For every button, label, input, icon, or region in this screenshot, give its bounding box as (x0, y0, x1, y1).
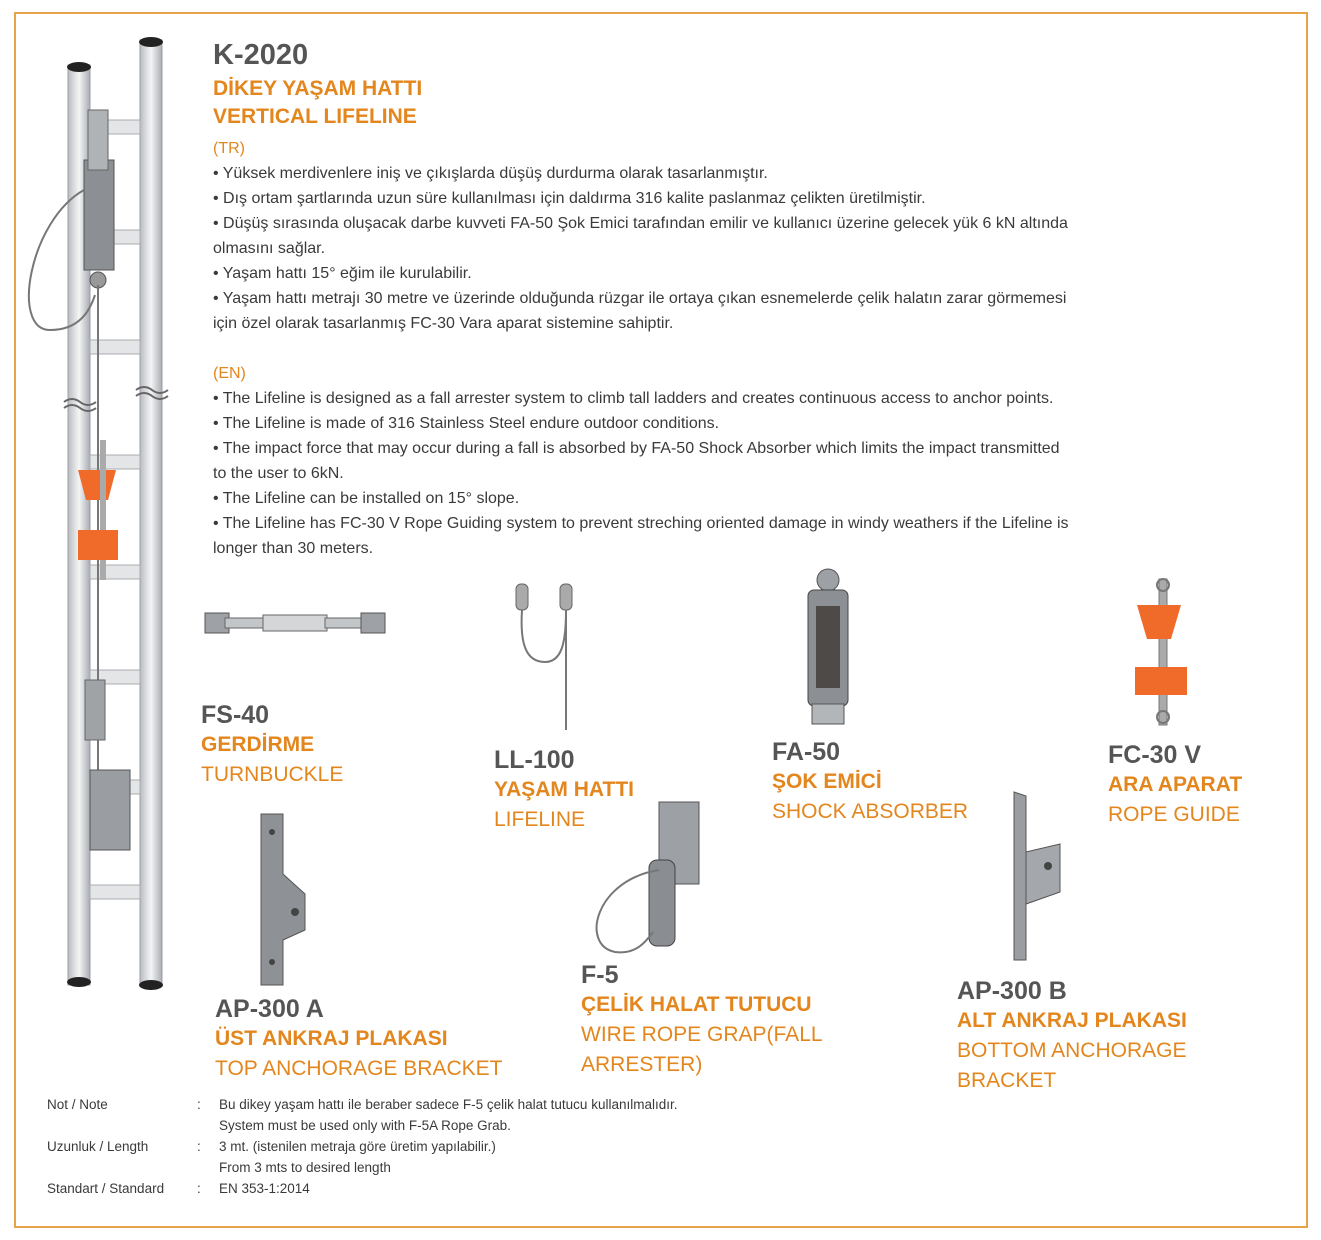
en-line: • The impact force that may occur during a fall is absorbed by FA-50 Shock Absorber which limits the impact transmitted (213, 440, 1060, 457)
ladder-illustration (20, 30, 210, 995)
ll100-code: LL-100 (494, 746, 575, 774)
en-line: longer than 30 meters. (213, 540, 374, 557)
f5-name-en-line2: ARRESTER) (581, 1053, 703, 1076)
note-colon: : (197, 1097, 201, 1112)
en-line: to the user to 6kN. (213, 465, 344, 482)
standard-label: Standart / Standard (47, 1181, 165, 1196)
note-value-line1: Bu dikey yaşam hattı ile beraber sadece F-5 çelik halat tutucu kullanılmalıdır. (219, 1097, 678, 1112)
fc30v-name-tr: ARA APARAT (1108, 773, 1243, 796)
ap300a-name-en: TOP ANCHORAGE BRACKET (215, 1057, 503, 1080)
fa50-name-en: SHOCK ABSORBER (772, 800, 969, 823)
title-tr: DİKEY YAŞAM HATTI (213, 77, 423, 100)
fa50-name-tr: ŞOK EMİCİ (772, 770, 882, 793)
fs40-name-tr: GERDİRME (201, 733, 315, 756)
ll100-name-tr: YAŞAM HATTI (494, 778, 635, 801)
ll100-name-en: LIFELINE (494, 808, 586, 831)
ap300b-code: AP-300 B (957, 977, 1067, 1005)
tr-line: • Yaşam hattı metrajı 30 metre ve üzerinde olduğunda rüzgar ile ortaya çıkan esnemelerde çelik halatın zarar görmemesi (213, 290, 1067, 307)
en-label: (EN) (213, 365, 246, 382)
fa50-code: FA-50 (772, 738, 841, 766)
rope-grab-image (585, 800, 725, 960)
en-line: • The Lifeline is designed as a fall arrester system to climb tall ladders and creates continuous access to anchor points. (213, 390, 1054, 407)
product-code: K-2020 (213, 39, 309, 71)
top-anchorage-bracket-image (255, 812, 310, 987)
ap300a-name-tr: ÜST ANKRAJ PLAKASI (215, 1027, 448, 1050)
lifeline-image (510, 582, 580, 732)
tr-line: • Dış ortam şartlarında uzun süre kullanılması için daldırma 316 kalite paslanmaz çelikten üretilmiştir. (213, 190, 926, 207)
length-value-line2: From 3 mts to desired length (219, 1160, 391, 1175)
length-colon: : (197, 1139, 201, 1154)
bottom-anchorage-bracket-image (1008, 790, 1064, 962)
standard-colon: : (197, 1181, 201, 1196)
tr-line: • Düşüş sırasında oluşacak darbe kuvveti FA-50 Şok Emici tarafından emilir ve kullanıcı üzerine gelecek yük 6 kN altında (213, 215, 1068, 232)
title-en: VERTICAL LIFELINE (213, 105, 417, 128)
tr-label: (TR) (213, 140, 245, 157)
length-label: Uzunluk / Length (47, 1139, 149, 1154)
shock-absorber-image (800, 566, 856, 728)
fs40-name-en: TURNBUCKLE (201, 763, 344, 786)
standard-value: EN 353-1:2014 (219, 1181, 310, 1196)
fs40-code: FS-40 (201, 701, 270, 729)
fc30v-code: FC-30 V (1108, 741, 1202, 769)
en-description (213, 386, 1213, 561)
en-line: • The Lifeline is made of 316 Stainless Steel endure outdoor conditions. (213, 415, 720, 432)
f5-name-tr: ÇELİK HALAT TUTUCU (581, 993, 812, 1016)
en-line: • The Lifeline has FC-30 V Rope Guiding system to prevent streching oriented damage in windy weathers if the Lifeline is (213, 515, 1069, 532)
ap300b-name-en-line2: BRACKET (957, 1069, 1057, 1092)
en-line: • The Lifeline can be installed on 15° slope. (213, 490, 520, 507)
note-value-line2: System must be used only with F-5A Rope Grab. (219, 1118, 511, 1133)
tr-line: için özel olarak tasarlanmış FC-30 Vara aparat sistemine sahiptir. (213, 315, 674, 332)
tr-line: • Yaşam hattı 15° eğim ile kurulabilir. (213, 265, 472, 282)
note-label: Not / Note (47, 1097, 108, 1112)
length-value-line1: 3 mt. (istenilen metraja göre üretim yapılabilir.) (219, 1139, 496, 1154)
tr-line: • Yüksek merdivenlere iniş ve çıkışlarda düşüş durdurma olarak tasarlanmıştır. (213, 165, 768, 182)
ap300a-code: AP-300 A (215, 995, 324, 1023)
ap300b-name-en-line1: BOTTOM ANCHORAGE (957, 1039, 1187, 1062)
tr-description (213, 161, 1213, 336)
ap300b-name-tr: ALT ANKRAJ PLAKASI (957, 1009, 1187, 1032)
rope-guide-image (1133, 577, 1195, 727)
turnbuckle-image (205, 605, 385, 641)
fc30v-name-en: ROPE GUIDE (1108, 803, 1240, 826)
f5-code: F-5 (581, 961, 619, 989)
tr-line: olmasını sağlar. (213, 240, 326, 257)
f5-name-en-line1: WIRE ROPE GRAP(FALL (581, 1023, 823, 1046)
